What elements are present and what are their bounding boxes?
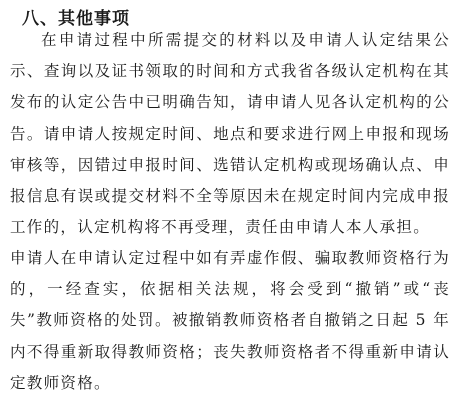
section-heading: 八、其他事项: [22, 9, 130, 29]
paragraph-application-process: 在申请过程中所需提交的材料以及申请人认定结果公示、查询以及证书领取的时间和方式我省各级认定机构在其发布的认定公告中已明确告知，请申请人见各认定机构的公告。请申请人按规定时间、地点和要求进行网上申报和现场审核等，因错过申报时间、选错认定机构或现场确认点、申报信息有误或提交材料不全等原因未在规定时间内完成申报工作的，认定机构将不再受理，责任由申请人本人承担。: [10, 31, 450, 237]
paragraph-fraud-penalty: 申请人在申请认定过程中如有弄虚作假、骗取教师资格行为的，一经查实，依据相关法规，将会受到“撤销”或“丧失”教师资格的处罚。被撤销教师资格者自撤销之日起 5 年内不得重新取得教师资格；丧失教师资格者不得重新申请认定教师资格。: [10, 249, 450, 392]
